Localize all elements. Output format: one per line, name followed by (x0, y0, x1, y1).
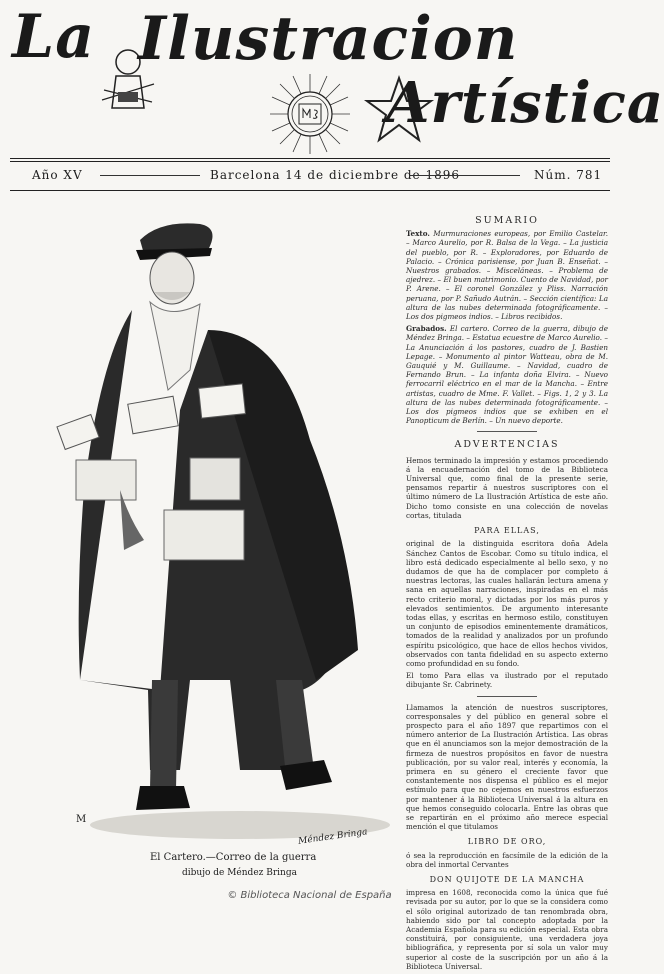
masthead-rule-top (10, 158, 610, 159)
masthead-rule-top-thin (10, 161, 610, 162)
sumario-grabados (406, 324, 608, 425)
sunburst-emblem-icon (268, 72, 352, 156)
copyright-footer: © Biblioteca Nacional de España (227, 890, 392, 901)
illustration-credit: dibujo de Méndez Bringa (182, 868, 297, 878)
artist-signature: Méndez Bringa (297, 827, 369, 847)
advertencias-p6: impresa en 1608, reconocida como la única que fué revisada por su autor, por lo que se la considera como el sólo original autorizado de tan renombrada obra, habiendo sido por tal concepto adoptada por la Academia Española para su edición especial. Esta obra constituirá, por consiguiente, una verdadera joya bibliográfica, y representa por sí sola un valor muy superior al coste de la suscripción por un año á la Biblioteca Universal. (406, 888, 608, 971)
issue-place-date: Barcelona 14 de diciembre de 1896 (210, 168, 461, 182)
info-dash-right (410, 175, 520, 176)
issue-info-bar (10, 164, 610, 186)
issue-number: Núm. 781 (534, 168, 603, 182)
illustration-caption: El Cartero.—Correo de la guerra (150, 852, 317, 863)
masthead (0, 0, 664, 160)
sumario-grabados-label: Grabados. (406, 324, 447, 334)
para-ellas-heading: PARA ELLAS, (474, 526, 540, 536)
don-quijote-heading: DON QUIJOTE DE LA MANCHA (429, 875, 585, 884)
advertencias-p2: original de la distinguida escritora doña Adela Sánchez Cantos de Escobar. Como su título indica, el libro está dedicado especialmente al bello sexo, y no dudamos de que ha de complacer por completo á nuestras lectoras, las cuales hallarán lectura amena y sana en aquellas narraciones, inspiradas en el más recto criterio moral, y dictadas por los más puros y elevados sentimientos. De argumento interesante todas ellas, y escritas en hermoso estilo, constituyen un conjunto de episodios eminentemente dramáticos, tomados de la realidad y analizados por un profundo espíritu psicológico, que hace de ellos hechos vividos, observados con tanta fidelidad en su aspecto externo como profundidad en su fondo. (406, 539, 608, 668)
title-ilustracion: Ilustracion (138, 4, 519, 74)
section-separator-2 (477, 696, 537, 697)
sumario-texto-label: Texto. (406, 229, 430, 239)
issue-year: Año XV (32, 168, 83, 182)
libro-de-oro-heading: LIBRO DE ORO, (467, 837, 547, 847)
advertencias-p5: ó sea la reproducción en facsímile de la edición de la obra del inmortal Cervantes (406, 850, 608, 869)
right-column (406, 216, 608, 974)
advertencias-p1: Hemos terminado la impresión y estamos procediendo á la encuadernación del tomo de la Biblioteca Universal que, como final de la presente serie, pensamos repartir á nuestros suscriptores con el último número de La Ilustración Artística de este año. Dicho tomo consiste en una colección de novelas cortas, titulada (406, 455, 608, 520)
title-artistica: Artística (386, 70, 664, 136)
advertencias-p4: Llamamos la atención de nuestros suscriptores, corresponsales y del público en general sobre el prospecto para el año 1897 que repartimos con el número anterior de La Ilustración Artística. Las obras que en él anunciamos son la mejor demostración de la firmeza de nuestros propósitos en favor de nuestra publicación, por su valor real, interés y economía, la primera en su género el creciente favor que constantemente nos dispensa el público es el mejor estímulo para que no cejemos en nuestros esfuerzos por mantener á la Biblioteca Universal á la altura en que hemos conseguido colocarla. Entre las obras que se repartirán en el próximo año merece especial mención el que titulamos (406, 702, 608, 832)
sumario-heading: SUMARIO (475, 215, 539, 226)
sumario-grabados-body: El cartero. Correo de la guerra, dibujo de Méndez Bringa. – Estatua ecuestre de Marco Aurelio. – La Anunciación á los pastores, cuadro de J. Bastien Lepage. – Monumento al pintor Watteau, obra de M. Gauquié y M. Guillaume. – Navidad, cuadro de Fernando Brun. – La infanta doña Elvira. – Nuevo ferrocarril eléctrico en el mar de la Mancha. – Entre artistas, cuadro de Mme. F. Vallet. – Figs. 1, 2 y 3. La altura de las nubes determinada fotográficamente. – Los dos pigmeos indios que se exhiben en el Panopticum de Berlín. – Un nuevo deporte. (406, 324, 608, 426)
artist-monogram: M (76, 814, 87, 825)
info-dash-left (100, 175, 200, 176)
title-la: La (12, 2, 96, 72)
sumario-texto (406, 229, 608, 321)
sumario-texto-body: Murmuraciones europeas, por Emilio Castelar. – Marco Aurelio, por R. Balsa de la Vega. – La justicia del pueblo, por R. – Exploradores, por Eduardo de Palacio. – Crónica parisiense, por Juan B. Enseñat. – Nuestros grabados. – Misceláneas. – Problema de ajedrez. – El buen matrimonio. Cuento de Navidad, por P. Arene. – El coronel González y Pliss. Narración peruana, por P. Sañudo Autrán. – Sección científica: La altura de las nubes determinada fotográficamente. – Los dos pigmeos indios. – Libros recibidos. (406, 229, 608, 322)
section-separator (477, 431, 537, 432)
postman-illustration (40, 210, 390, 850)
masthead-rule-bottom (10, 190, 610, 191)
advertencias-p3: El tomo Para ellas va ilustrado por el reputado dibujante Sr. Cabrinety. (406, 671, 608, 690)
advertencias-heading: ADVERTENCIAS (454, 439, 560, 451)
